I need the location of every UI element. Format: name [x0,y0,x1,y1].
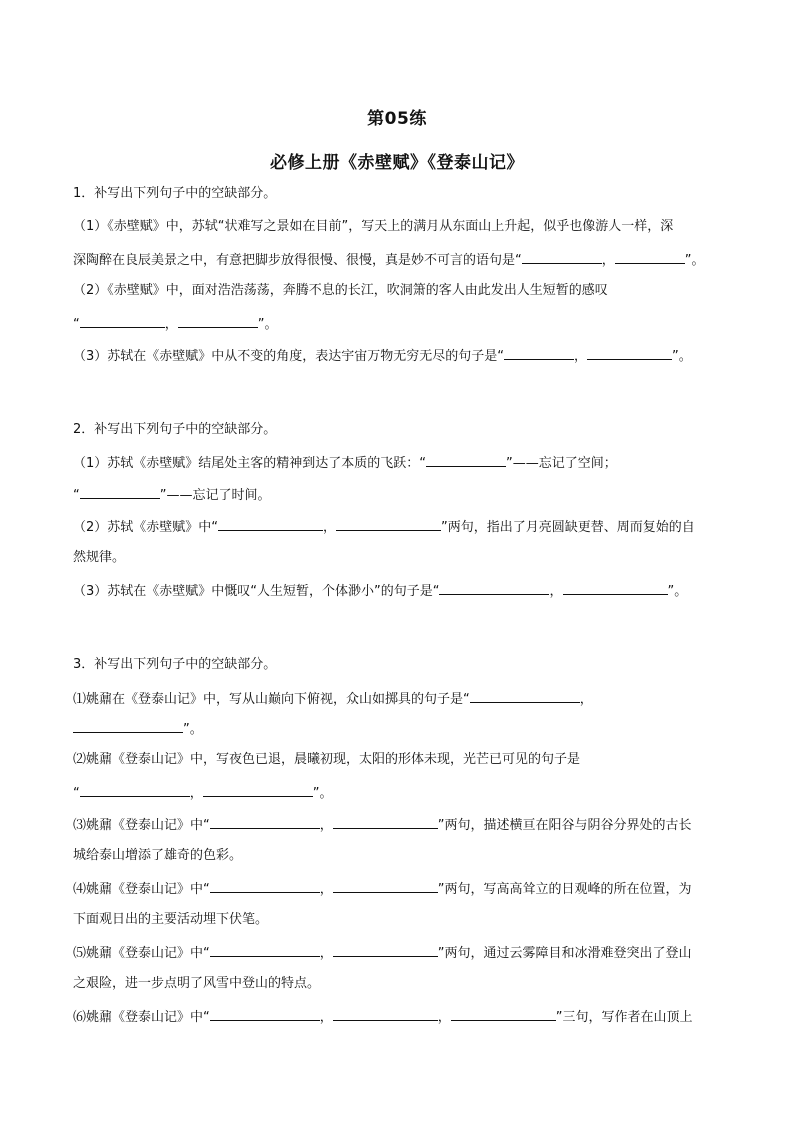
q2-p1-tail2: ”——忘记了时间。 [159,488,271,503]
comma: ， [323,520,337,535]
comma: ， [579,692,593,707]
answer-blank[interactable] [73,718,183,733]
answer-blank[interactable] [178,313,258,328]
answer-blank[interactable] [80,313,165,328]
answer-blank[interactable] [80,484,160,499]
answer-blank[interactable] [333,878,438,893]
q2-p1-line2 [73,484,271,506]
open-quote: “ [73,786,80,801]
q2-stem: 2．补写出下列句子中的空缺部分。 [73,422,277,437]
q3-p2-line1: ⑵姚鼐《登泰山记》中，写夜色已退，晨曦初现，太阳的形体未现，光芒已可见的句子是 [73,752,581,767]
page-subtitle: 必修上册《赤壁赋》《登泰山记》 [270,153,524,173]
comma: ， [319,818,333,833]
q3-p5-line1 [73,942,692,964]
answer-blank[interactable] [210,878,320,893]
q3-p1-text: ⑴姚鼐在《登泰山记》中，写从山巅向下俯视，众山如掷具的句子是“ [73,692,470,707]
q1-p2-line2 [73,313,278,335]
q1-p3-text: （3）苏轼在《赤壁赋》中从不变的角度，表达宇宙万物无穷无尽的句子是“ [73,349,505,364]
answer-blank[interactable] [587,345,672,360]
q3-p2-line2 [73,782,333,804]
q3-p6-text: ⑹姚鼐《登泰山记》中“ [73,1010,210,1025]
answer-blank[interactable] [563,580,668,595]
q2-p2-line2: 然规律。 [73,550,126,565]
close-quote: ”。 [684,253,705,268]
answer-blank[interactable] [210,814,320,829]
q3-p6-tail: ”三句，写作者在山顶上 [555,1010,693,1025]
answer-blank[interactable] [522,249,602,264]
answer-blank[interactable] [80,782,190,797]
comma: ， [549,584,563,599]
q3-p3-text: ⑶姚鼐《登泰山记》中“ [73,818,210,833]
q3-p4-line2: 下面观日出的主要活动埋下伏笔。 [73,912,269,927]
answer-blank[interactable] [333,942,438,957]
close-quote: ”。 [312,786,333,801]
comma: ， [601,253,615,268]
open-quote: “ [73,488,80,503]
q3-p3-line2: 城给泰山增添了雄奇的色彩。 [73,848,243,863]
comma: ， [437,1010,451,1025]
q3-p6-line1 [73,1006,693,1028]
q1-p1-line2 [73,249,705,271]
answer-blank[interactable] [336,516,441,531]
open-quote: “ [73,317,80,332]
q3-p3-line1 [73,814,692,836]
q3-p1-line2 [73,718,203,740]
q3-p5-line2: 之艰险，进一步点明了风雪中登山的特点。 [73,976,321,991]
page-title: 第05练 [367,109,427,129]
comma: ， [189,786,203,801]
comma: ， [319,882,333,897]
answer-blank[interactable] [451,1006,556,1021]
answer-blank[interactable] [203,782,313,797]
answer-blank[interactable] [426,452,506,467]
q3-p5-text: ⑸姚鼐《登泰山记》中“ [73,946,210,961]
q2-p1-tail: ”——忘记了空间； [506,456,617,471]
answer-blank[interactable] [333,814,438,829]
answer-blank[interactable] [615,249,685,264]
q3-p4-line1 [73,878,692,900]
close-quote: ”。 [667,584,688,599]
answer-blank[interactable] [210,942,320,957]
q1-p3 [73,345,692,367]
comma: ， [164,317,178,332]
q3-p4-tail: ”两句，写高高耸立的日观峰的所在位置，为 [437,882,692,897]
comma: ， [319,946,333,961]
q2-p2-text: （2）苏轼《赤壁赋》中“ [73,520,219,535]
q3-p4-text: ⑷姚鼐《登泰山记》中“ [73,882,210,897]
q3-stem: 3．补写出下列句子中的空缺部分。 [73,657,277,672]
q2-p1-text: （1）苏轼《赤壁赋》结尾处主客的精神到达了本质的飞跃：“ [73,456,427,471]
q1-p2-line1: （2）《赤壁赋》中，面对浩浩荡荡，奔腾不息的长江，吹洞箫的客人由此发出人生短暂的感叹 [73,283,608,298]
q1-p1-line1: （1）《赤壁赋》中，苏轼“状难写之景如在目前”，写天上的满月从东面山上升起，似乎也像游人一样，深 [73,219,674,234]
q2-p2-line1 [73,516,695,538]
q1-p1-text: 深陶醉在良辰美景之中，有意把脚步放得很慢、很慢，真是妙不可言的语句是“ [73,253,522,268]
close-quote: ”。 [183,722,203,737]
q3-p5-tail: ”两句，通过云雾障目和冰滑难登突出了登山 [437,946,692,961]
comma: ， [319,1010,333,1025]
q3-p3-tail: ”两句，描述横亘在阳谷与阴谷分界处的古长 [437,818,692,833]
close-quote: ”。 [257,317,278,332]
answer-blank[interactable] [504,345,574,360]
answer-blank[interactable] [210,1006,320,1021]
close-quote: ”。 [672,349,692,364]
answer-blank[interactable] [470,688,580,703]
answer-blank[interactable] [333,1006,438,1021]
q2-p1-line1 [73,452,617,474]
answer-blank[interactable] [439,580,549,595]
q2-p2-tail: ”两句，指出了月亮圆缺更替、周而复始的自 [441,520,695,535]
comma: ， [574,349,588,364]
q3-p1-line1 [73,688,593,710]
q2-p3-text: （3）苏轼在《赤壁赋》中慨叹“人生短暂，个体渺小”的句子是“ [73,584,440,599]
q2-p3 [73,580,687,602]
q1-stem: 1．补写出下列句子中的空缺部分。 [73,186,277,201]
answer-blank[interactable] [218,516,323,531]
